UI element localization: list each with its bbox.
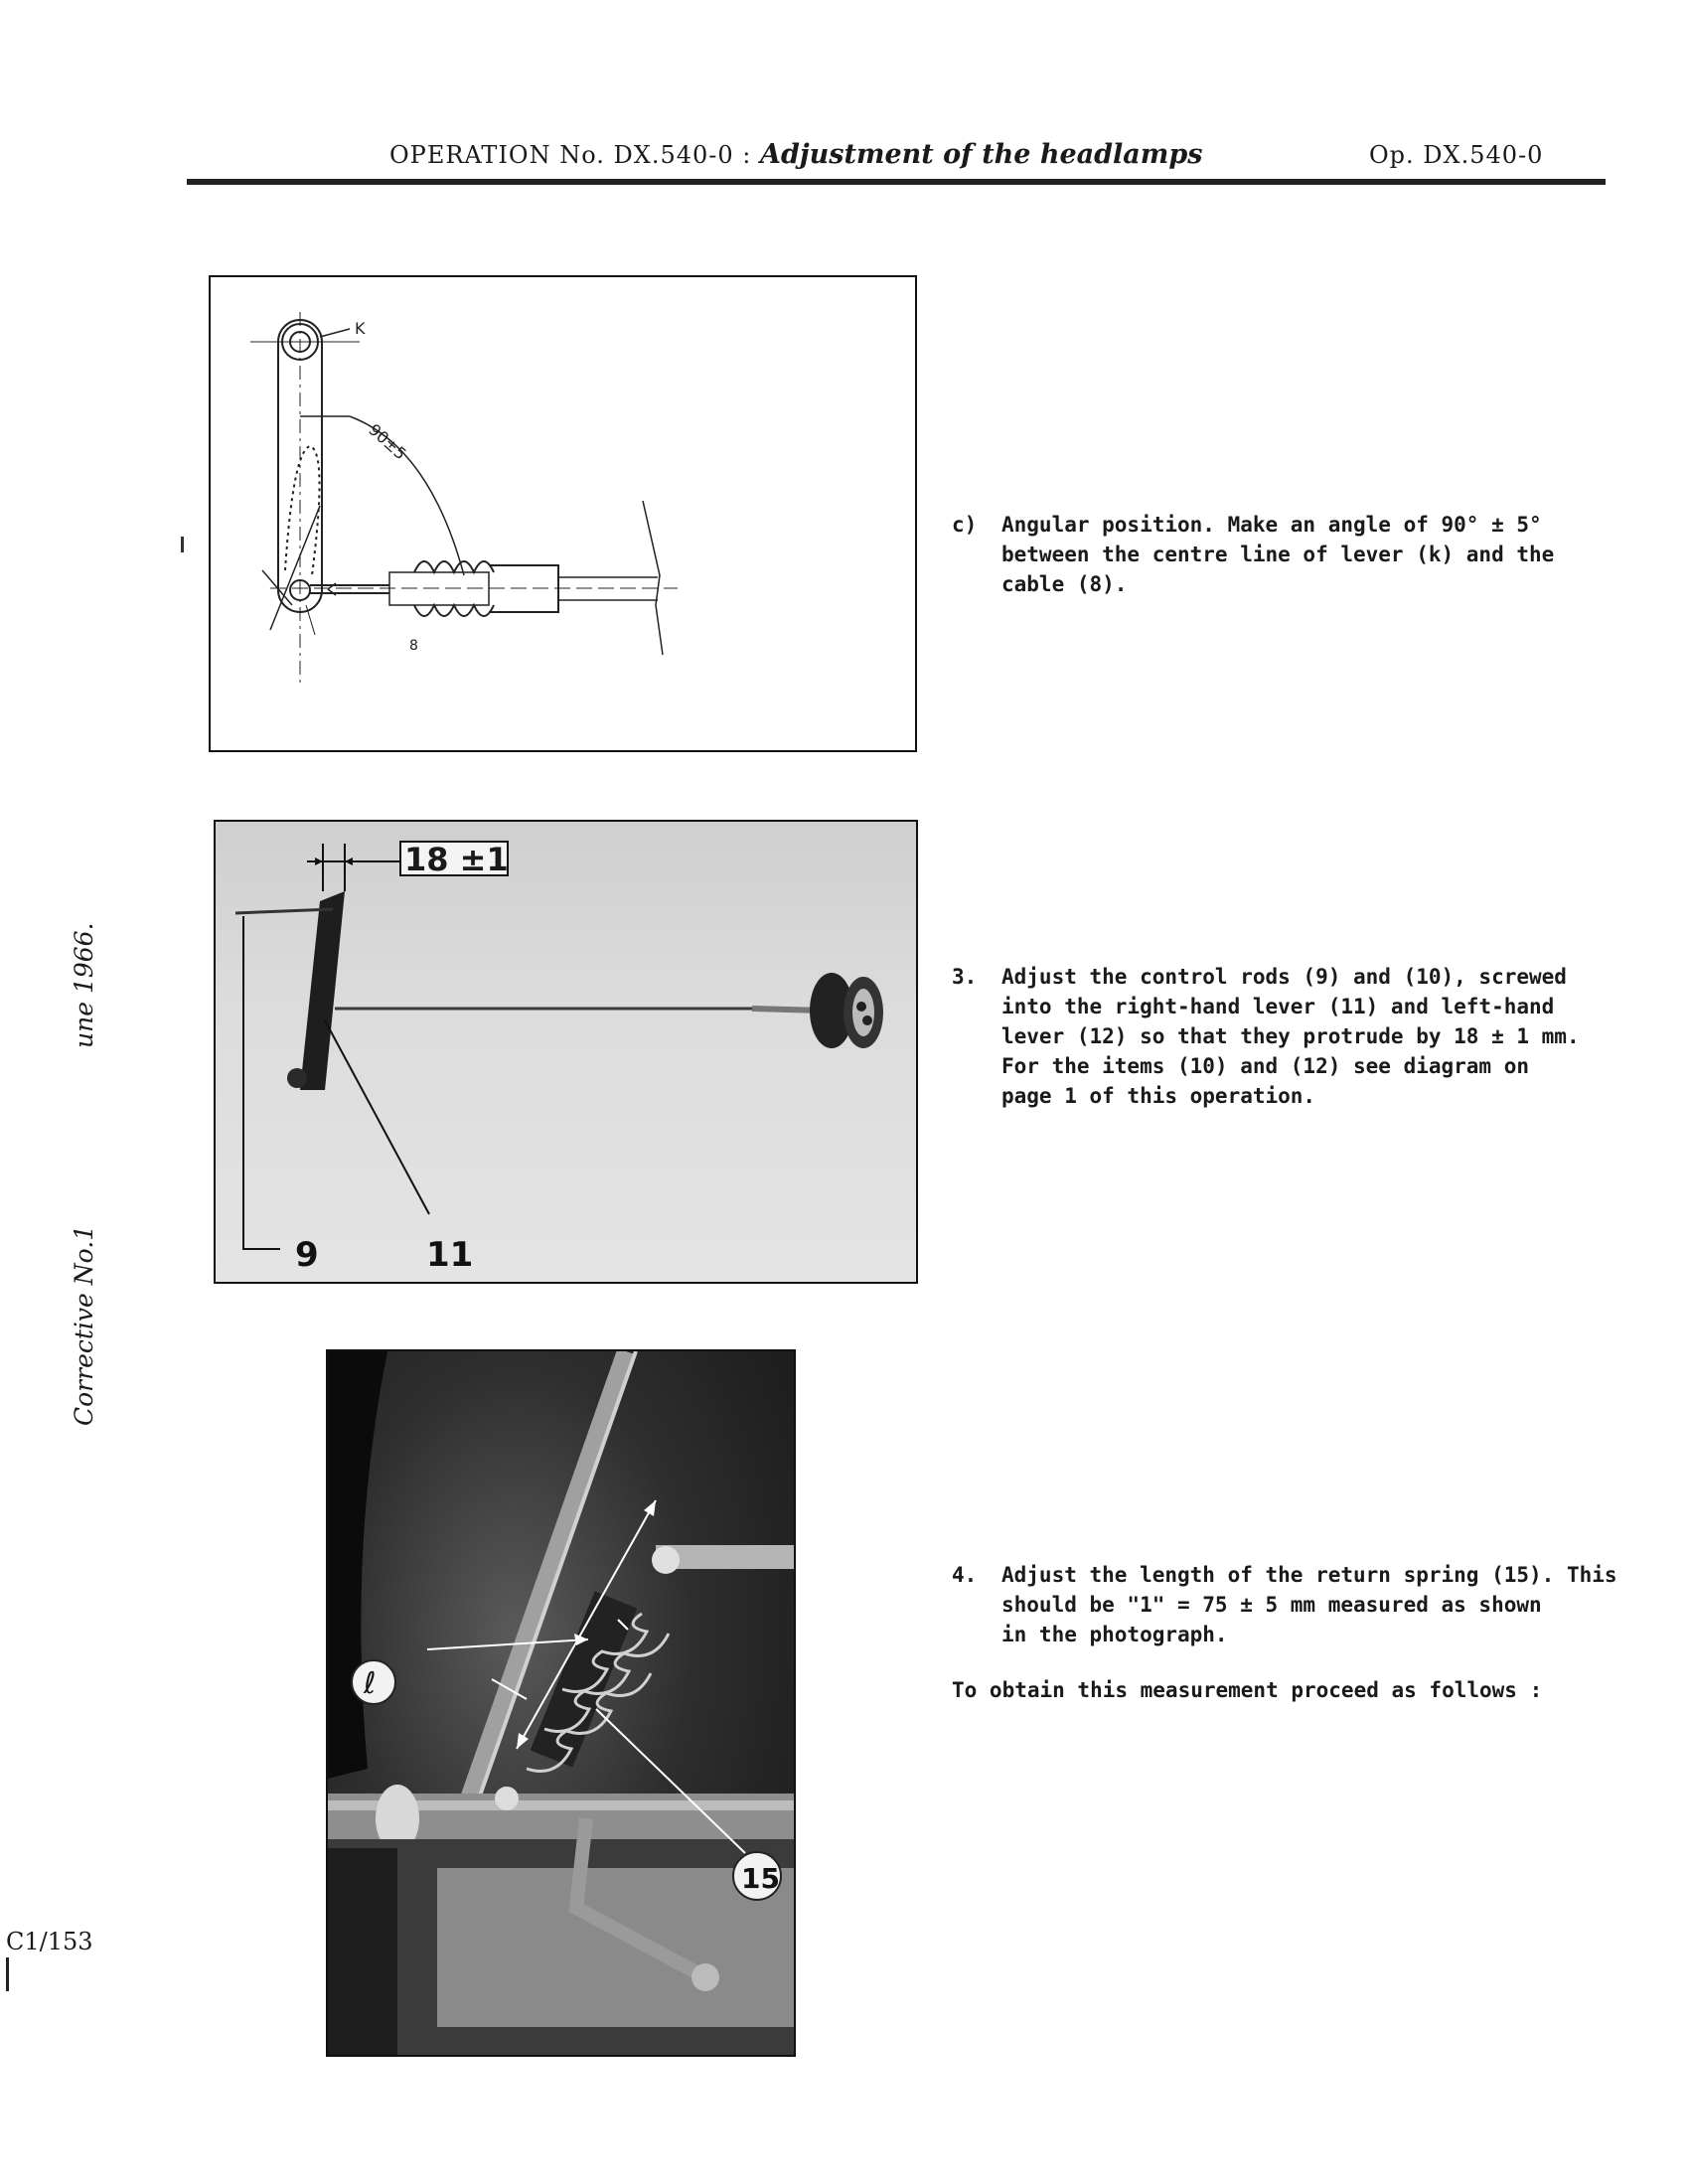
followup-text: To obtain this measurement proceed as follows :: [952, 1678, 1543, 1702]
header-op-ref: Op. DX.540-0: [1369, 141, 1544, 169]
step-3-line-5: page 1 of this operation.: [1001, 1084, 1316, 1108]
stray-tick: [181, 537, 184, 552]
figure-control-rod-photo: [214, 820, 918, 1284]
step-c: [952, 510, 1554, 599]
step-4: [952, 1560, 1617, 1649]
lever-alt-position: [285, 446, 320, 575]
step-c-line-2: between the centre line of lever (k) and the: [1001, 543, 1555, 566]
lever-11-shape: [300, 891, 345, 1090]
bellows-top: [414, 561, 494, 572]
header-operation-title: Adjustment of the headlamps: [760, 139, 1203, 170]
dimension-label: 18 ±1: [404, 841, 509, 878]
step-3-line-1: Adjust the control rods (9) and (10), screwed: [1001, 965, 1567, 989]
figure-return-spring-photo: [326, 1349, 796, 2057]
header-operation-label: OPERATION No. DX.540-0 :: [389, 141, 752, 169]
step-3-line-2: into the right-hand lever (11) and left-hand: [1001, 995, 1555, 1018]
top-rod: [235, 909, 333, 913]
label-9: 9: [295, 1235, 319, 1275]
step-c-line-1: Angular position. Make an angle of 90° ± 5°: [1001, 513, 1542, 537]
step-3: [952, 962, 1580, 1111]
step-3-marker: 3.: [952, 965, 978, 989]
label-8: 8: [409, 638, 418, 654]
step-c-marker: c): [952, 513, 978, 537]
leader-11: [325, 1020, 429, 1214]
label-k: K: [355, 319, 366, 338]
step-c-line-3: cable (8).: [1001, 572, 1128, 596]
angle-arc: [350, 416, 464, 575]
header-rule: [187, 179, 1606, 185]
step-3-line-3: lever (12) so that they protrude by 18 ± 1 mm.: [1001, 1024, 1580, 1048]
bellows-bottom: [414, 605, 494, 616]
step-4-line-1: Adjust the length of the return spring (15). This: [1001, 1563, 1617, 1587]
label-angle: 90±5: [365, 419, 410, 464]
step-4-marker: 4.: [952, 1563, 978, 1587]
label-l: ℓ: [364, 1666, 377, 1701]
side-page-code: C1/153: [6, 1928, 93, 1955]
step-4-line-3: in the photograph.: [1001, 1623, 1228, 1646]
step-4-line-2: should be "1" = 75 ± 5 mm measured as shown: [1001, 1593, 1542, 1617]
label-15: 15: [741, 1862, 780, 1895]
return-spring-photo-drawing: [328, 1351, 794, 2055]
return-spring-15: [527, 1600, 669, 1772]
leader-9: [243, 916, 280, 1249]
label-11: 11: [426, 1235, 474, 1275]
side-date: une 1966.: [70, 922, 98, 1048]
side-tick-mark: [6, 1957, 9, 1991]
side-corrective: Corrective No.1: [70, 1224, 98, 1426]
step-3-line-4: For the items (10) and (12) see diagram on: [1001, 1054, 1530, 1078]
leader-l: [427, 1639, 588, 1649]
figure-lever-cable-diagram: [209, 275, 917, 752]
header-operation: [389, 139, 1202, 170]
lever-bolt: [287, 1068, 307, 1088]
lever-cable-drawing: [211, 277, 915, 750]
control-rod-photo-drawing: [216, 822, 916, 1282]
